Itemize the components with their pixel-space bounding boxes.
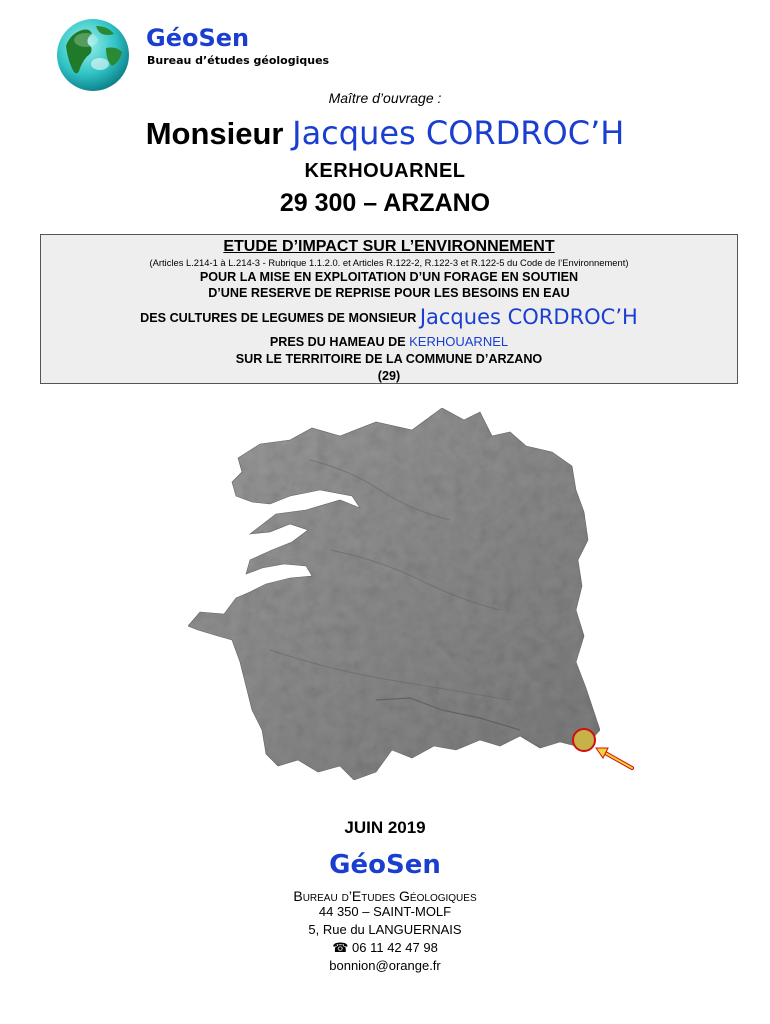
footer-phone: 06 11 42 47 98 (352, 940, 438, 955)
site-arrow-icon (596, 748, 632, 768)
footer-brand: GéoSen (329, 850, 441, 880)
study-line-4-prefix: PRES DU HAMEAU DE (269, 335, 406, 349)
client-label: Maître d’ouvrage : (328, 90, 442, 106)
study-client-name: Jacques CORDROC’H (419, 305, 638, 329)
study-legal-reference: (Articles L.214-1 à L.214-3 - Rubrique 1.1.2.0. et Articles R.122-2, R.122-3 et R.122-5 du Code de l’Environnement) (149, 257, 629, 268)
footer-phone-line (0, 940, 770, 956)
client-locality: KERHOUARNEL (304, 160, 466, 182)
study-box (40, 234, 738, 384)
brand-subtitle: Bureau d’études géologiques (147, 54, 330, 67)
client-name-line (0, 114, 770, 152)
study-hamlet: KERHOUARNEL (409, 334, 509, 349)
brand-name: GéoSen (146, 24, 250, 52)
footer-office: Bureau d’Etudes Géologiques (293, 888, 477, 904)
map-landmass (188, 408, 600, 780)
study-line-3-prefix: DES CULTURES DE LEGUMES DE MONSIEUR (140, 311, 417, 325)
study-line-2: D’UNE RESERVE DE REPRISE POUR LES BESOINS EN EAU (208, 286, 570, 300)
site-location-marker (573, 729, 595, 751)
study-line-4 (41, 334, 737, 349)
footer-email[interactable]: bonnion@orange.fr (329, 958, 441, 973)
study-line-1: POUR LA MISE EN EXPLOITATION D’UN FORAGE EN SOUTIEN (199, 270, 579, 284)
footer-postal: 44 350 – SAINT-MOLF (318, 904, 452, 919)
phone-icon: ☎ (332, 940, 349, 955)
client-name: Jacques CORDROC’H (292, 114, 625, 152)
footer-street: 5, Rue du LANGUERNAIS (308, 922, 462, 937)
relief-map-finistere (180, 400, 640, 800)
study-line-6: (29) (377, 369, 401, 383)
globe-logo-icon (56, 18, 130, 92)
study-line-3 (41, 305, 737, 329)
study-line-5: SUR LE TERRITOIRE DE LA COMMUNE D’ARZANO (235, 352, 543, 366)
document-date: JUIN 2019 (344, 818, 426, 837)
client-postal-city: 29 300 – ARZANO (279, 189, 491, 217)
client-honorific: Monsieur (145, 116, 284, 151)
study-title: ETUDE D’IMPACT SUR L’ENVIRONNEMENT (223, 238, 555, 255)
